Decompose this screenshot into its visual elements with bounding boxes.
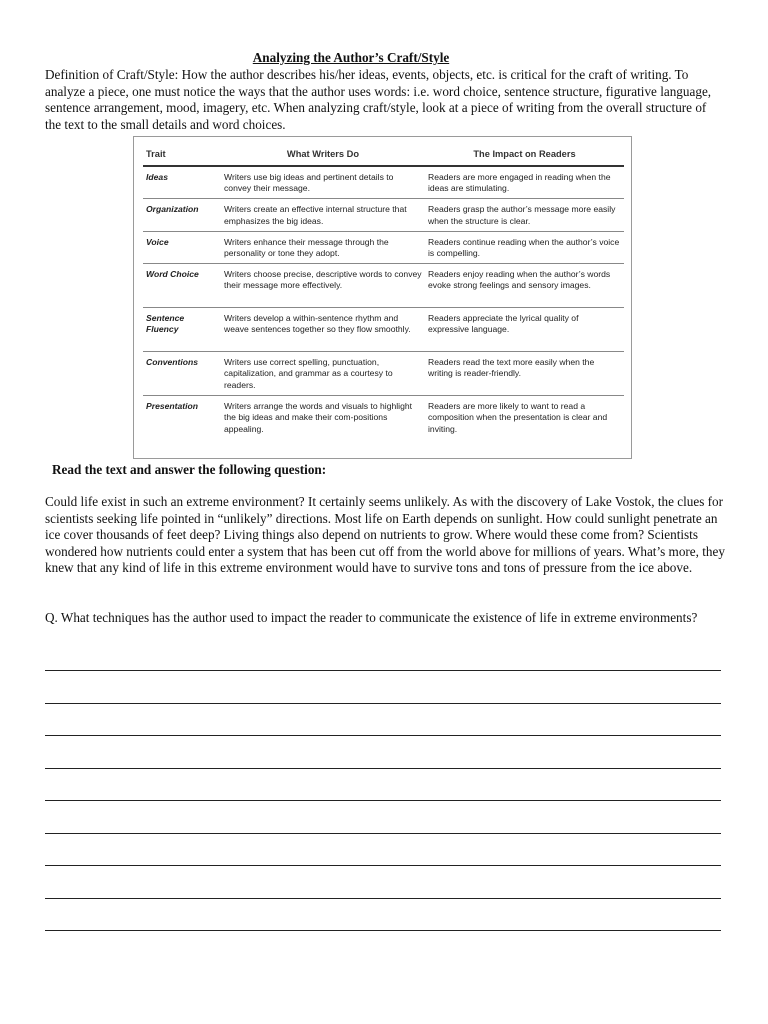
writers-do-cell: Writers choose precise, descriptive words to convey their message more effectively. — [221, 264, 425, 308]
table-row — [143, 264, 624, 308]
trait-cell: Organization — [143, 199, 221, 231]
header-trait: Trait — [143, 145, 221, 166]
craft-traits-table-frame — [133, 136, 632, 459]
table-header-row — [143, 145, 624, 166]
trait-cell: Conventions — [143, 352, 221, 396]
trait-cell: Ideas — [143, 166, 221, 199]
reading-instruction: Read the text and answer the following question: — [52, 462, 327, 477]
trait-cell: Sentence Fluency — [143, 308, 221, 352]
table-row — [143, 231, 624, 263]
trait-cell: Presentation — [146, 401, 199, 412]
trait-cell: Word Choice — [143, 264, 221, 308]
writers-do-cell: Writers use big ideas and pertinent details to convey their message. — [221, 166, 425, 199]
reading-passage: Could life exist in such an extreme environment? It certainly seems unlikely. As with the discovery of Lake Vostok, the clues for scientists seeking life pointed in “unlikely” directions. Most life on Earth depends on sunlight. How could sunlight penetrate an ice cover thousands of feet deep? Living things also depend on nutrients to grow. Where would these come from? Scientists wondered how nutrients could enter a system that has been cut off from the world above for millions of years. What’s more, they knew that any kind of life in this extreme environment would have to survive tons and tons of pressure from the ice above. — [45, 494, 725, 576]
answer-line[interactable] — [45, 735, 721, 736]
answer-line[interactable] — [45, 670, 721, 671]
answer-line[interactable] — [45, 833, 721, 834]
answer-line[interactable] — [45, 768, 721, 769]
worksheet-title: Analyzing the Author’s Craft/Style — [252, 50, 450, 65]
trait-cell: Voice — [143, 231, 221, 263]
answer-line[interactable] — [45, 703, 721, 704]
answer-line[interactable] — [45, 930, 721, 931]
reader-impact-cell: Readers continue reading when the author’s voice is compelling. — [425, 231, 624, 263]
reader-impact-cell: Readers are more engaged in reading when the ideas are stimulating. — [425, 166, 624, 199]
table-row — [143, 396, 624, 440]
reader-impact-cell: Readers appreciate the lyrical quality of expressive language. — [425, 308, 624, 352]
reader-impact-cell: Readers grasp the author’s message more easily when the structure is clear. — [425, 199, 624, 231]
writers-do-cell: Writers use correct spelling, punctuation, capitalization, and grammar as a courtesy to readers. — [221, 352, 425, 396]
writers-do-cell: Writers develop a within-sentence rhythm and weave sentences together so they flow smoothly. — [221, 308, 425, 352]
header-impact-on-readers: The Impact on Readers — [425, 145, 624, 166]
answer-line[interactable] — [45, 865, 721, 866]
table-row — [143, 199, 624, 231]
definition-paragraph: Definition of Craft/Style: How the author describes his/her ideas, events, objects, etc. is critical for the craft of writing. To analyze a piece, one must notice the ways that the author uses words: i.e. word choice, sentence structure, figurative language, sentence arrangement, mood, imagery, etc. When analyzing craft/style, look at a piece of writing from the overall structure of the text to the small details and word choices. — [45, 67, 712, 132]
answer-line[interactable] — [45, 898, 721, 899]
question-text: Q. What techniques has the author used to impact the reader to communicate the existence of life in extreme environments? — [45, 610, 698, 625]
writers-do-cell: Writers enhance their message through the personality or tone they adopt. — [221, 231, 425, 263]
answer-line[interactable] — [45, 800, 721, 801]
writers-do-cell: Writers arrange the words and visuals to highlight the big ideas and make their com-positions appealing. — [224, 401, 413, 434]
table-row — [143, 308, 624, 352]
writers-do-cell: Writers create an effective internal structure that emphasizes the big ideas. — [221, 199, 425, 231]
reader-impact-cell: Readers are more likely to want to read a composition when the presentation is clear and inviting. — [428, 401, 608, 434]
table-row — [143, 166, 624, 199]
craft-traits-table — [143, 145, 624, 440]
reader-impact-cell: Readers read the text more easily when the writing is reader-friendly. — [425, 352, 624, 396]
header-what-writers-do: What Writers Do — [221, 145, 425, 166]
reader-impact-cell: Readers enjoy reading when the author’s words evoke strong feelings and sensory images. — [425, 264, 624, 308]
table-row — [143, 352, 624, 396]
